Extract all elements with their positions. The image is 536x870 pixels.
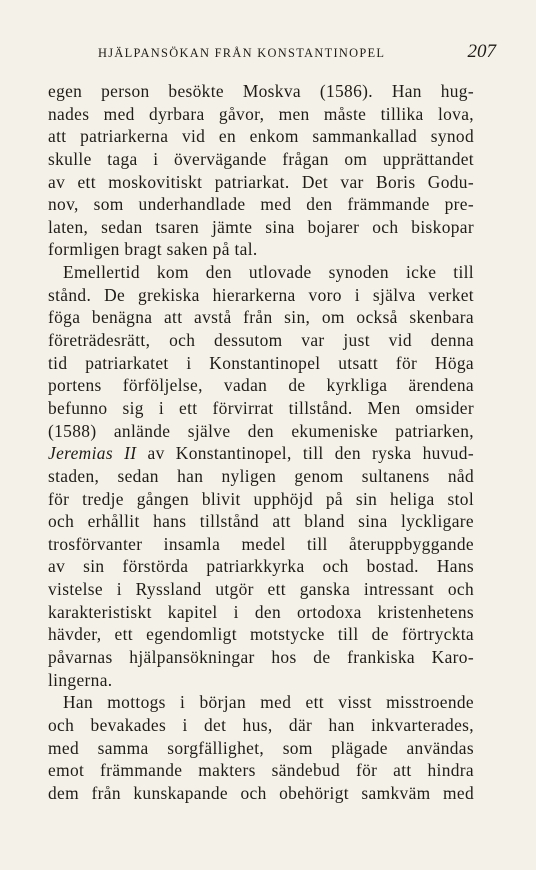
text-line: med samma sorgfällighet, som plägade användas	[48, 737, 474, 758]
text-line: laten, sedan tsaren jämte sina bojarer och biskopar	[48, 216, 474, 237]
text-line: stånd. De grekiska hierarkerna voro i själva verket	[48, 284, 474, 305]
text-line: att patriarkerna vid en enkom sammankallad synod	[48, 126, 474, 147]
text-line: nov, som underhandlade med den främmande pre-	[48, 194, 474, 215]
paragraph-3	[48, 691, 474, 804]
text-line: hävder, ett egendomligt motstycke till de förtryckta	[48, 624, 474, 645]
text-line: vistelse i Ryssland utgör ett ganska intressant och	[48, 579, 474, 600]
text-line: företrädesrätt, och dessutom var just vid denna	[48, 330, 474, 351]
text-line: formligen bragt saken på tal.	[48, 239, 258, 260]
text-line: påvarnas hjälpansökningar hos de frankiska Karo-	[48, 647, 474, 668]
text-line: Han mottogs i början med ett visst misstroende	[63, 692, 474, 713]
text-line: dem från kunskapande och obehörigt samkväm med	[48, 782, 474, 803]
text-line: befunno sig i ett förvirrat tillstånd. Men omsider	[48, 397, 474, 418]
text-line: Emellertid kom den utlovade synoden icke till	[63, 262, 474, 283]
page-number: 207	[467, 41, 496, 62]
text-line: lingerna.	[48, 669, 113, 690]
italic-name: Jeremias II	[48, 443, 137, 464]
text-line: för tredje gången blivit upphöjd på sin heliga stol	[48, 488, 474, 509]
text-line: föga benägna att avstå från sin, om också skenbara	[48, 307, 474, 328]
text-line: egen person besökte Moskva (1586). Han hug-	[48, 81, 474, 101]
text-line: tid patriarkatet i Konstantinopel utsatt för Höga	[48, 352, 474, 373]
text-line: staden, sedan han nyligen genom sultanens nåd	[48, 465, 474, 486]
text-line: av ett moskovitiskt patriarkat. Det var Boris Godu-	[48, 171, 474, 192]
text-line: av sin förstörda patriarkkyrka och bostad. Hans	[48, 556, 474, 577]
text-line: och bevakades i det hus, där han inkvarterades,	[48, 714, 474, 735]
paragraph-2	[48, 261, 474, 691]
text-line: karakteristiskt kapitel i den ortodoxa kristenhetens	[48, 601, 474, 622]
page-header	[48, 41, 496, 67]
text-line: portens förföljelse, vadan de kyrkliga ärendena	[48, 375, 474, 396]
body-text	[48, 80, 474, 805]
text-line: skulle taga i övervägande frågan om upprättandet	[48, 148, 474, 169]
text-line: emot främmande makters sändebud för att hindra	[48, 760, 474, 781]
running-head: HJÄLPANSÖKAN FRÅN KONSTANTINOPEL	[98, 46, 386, 60]
text-line: Jeremias II av Konstantinopel, till den ryska huvud-	[48, 443, 474, 464]
text-line: nades med dyrbara gåvor, men måste tillika lova,	[48, 103, 474, 124]
text-line: och erhållit hans tillstånd att bland sina lyckligare	[48, 511, 474, 532]
text-line: (1588) anlände själve den ekumeniske patriarken,	[48, 420, 474, 441]
text-line: trosförvanter insamla medel till återuppbyggande	[48, 533, 474, 554]
paragraph-1	[48, 80, 474, 261]
